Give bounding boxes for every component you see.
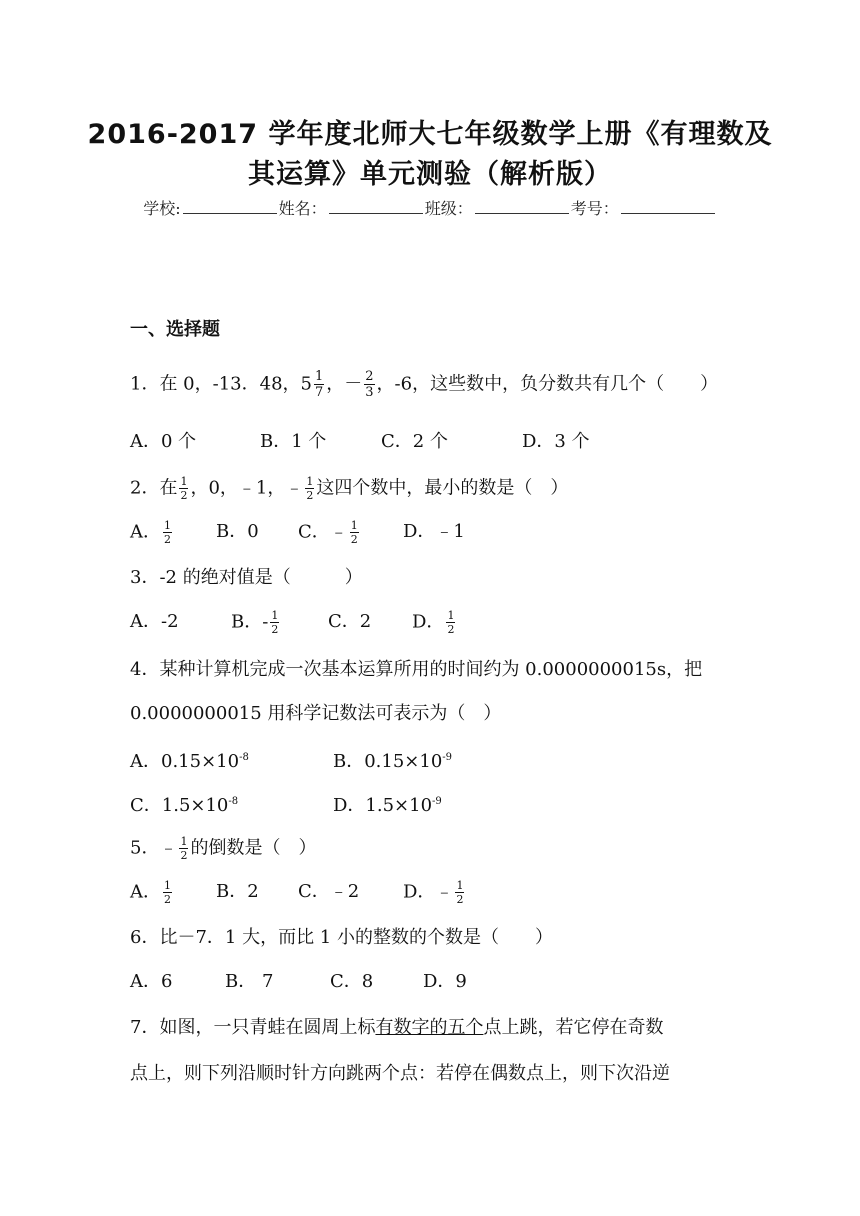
fraction-one-half: $\frac{1}{2}$: [447, 609, 455, 636]
name-label: 姓名：: [278, 199, 327, 218]
question-7-stem-line-2: 点上，则下列沿顺时针方向跳两个点：若停在偶数点上，则下次沿逆: [130, 1063, 670, 1084]
school-blank[interactable]: [183, 199, 277, 214]
q5-option-b[interactable]: B．2: [216, 881, 259, 902]
fraction-one-half: $\frac{1}{2}$: [164, 519, 171, 546]
q3-option-c[interactable]: C．2: [328, 611, 372, 632]
question-3-stem: 3．-2 的绝对值是（ ）: [130, 567, 363, 588]
q3-option-b[interactable]: B．- $\frac{1}{2}$: [231, 609, 279, 636]
question-6-stem: 6．比－7．1 大，而比 1 小的整数的个数是（ ）: [130, 927, 553, 948]
mixed-number-whole: 5: [300, 373, 312, 395]
page-title-line-1: 2016-2017 学年度北师大七年级数学上册《有理数及: [87, 119, 773, 150]
fraction-one-half: $\frac{1}{2}$: [271, 609, 279, 636]
question-4-stem-line-1: 4．某种计算机完成一次基本运算所用的时间约为 0.0000000015s，把: [130, 659, 703, 680]
fraction-one-half: $\frac{1}{2}$: [350, 519, 358, 546]
fraction-one-half: $\frac{1}{2}$: [306, 475, 314, 502]
page-title-line-2: 其运算》单元测验（解析版）: [248, 159, 612, 190]
q6-option-b[interactable]: B． 7: [225, 971, 274, 992]
q5-option-a[interactable]: A． $\frac{1}{2}$: [130, 879, 171, 906]
class-label: 班级：: [424, 199, 473, 218]
q2-option-d[interactable]: D．﹣1: [403, 521, 465, 542]
q3-option-a[interactable]: A．-2: [130, 611, 179, 632]
q5-option-d[interactable]: D．﹣ $\frac{1}{2}$: [403, 879, 464, 906]
name-blank[interactable]: [329, 199, 423, 214]
q4-option-a[interactable]: A．$0.15\times 10^{-8}$: [130, 751, 249, 772]
q1-option-b[interactable]: B．1 个: [260, 431, 327, 452]
exam-no-label: 考号：: [570, 199, 619, 218]
q4-option-d[interactable]: D．$1.5\times 10^{-9}$: [333, 795, 442, 816]
q2-option-b[interactable]: B．0: [216, 521, 259, 542]
fraction-one-half: $\frac{1}{2}$: [180, 475, 188, 502]
q6-option-d[interactable]: D．9: [423, 971, 467, 992]
q1-option-d[interactable]: D．3 个: [522, 431, 590, 452]
q5-option-c[interactable]: C．﹣2: [298, 881, 360, 902]
q1-option-a[interactable]: A．0 个: [130, 431, 197, 452]
q4-option-b[interactable]: B．$0.15\times 10^{-9}$: [333, 751, 453, 772]
q3-option-d[interactable]: D． $\frac{1}{2}$: [412, 609, 455, 636]
q1-option-c[interactable]: C．2 个: [381, 431, 448, 452]
fraction-one-half: $\frac{1}{2}$: [456, 879, 464, 906]
fraction-one-seventh: $\frac{1}{7}$: [314, 369, 324, 400]
fraction-two-thirds: $\frac{2}{3}$: [365, 369, 374, 400]
q2-option-c[interactable]: C．﹣ $\frac{1}{2}$: [298, 519, 358, 546]
fraction-one-half: $\frac{1}{2}$: [164, 879, 171, 906]
question-7-stem-line-1: 7．如图，一只青蛙在圆周上标有数字的五个点上跳，若它停在奇数: [130, 1017, 664, 1038]
school-label: 学校:: [143, 199, 181, 218]
section-title: 一、选择题: [130, 319, 220, 340]
q2-option-a[interactable]: A． $\frac{1}{2}$: [130, 519, 171, 546]
q6-option-c[interactable]: C．8: [330, 971, 374, 992]
exam-no-blank[interactable]: [621, 199, 715, 214]
q4-option-c[interactable]: C．$1.5\times 10^{-8}$: [130, 795, 239, 816]
q6-option-a[interactable]: A．6: [130, 971, 173, 992]
student-info-row: [0, 196, 860, 219]
class-blank[interactable]: [475, 199, 569, 214]
question-1-stem: 1．在 0，-13．48，5 $\frac{1}{7}$ ，－ $\frac{2}{3}$ ，-6，这些数中，负分数共有几个（ ）: [130, 369, 719, 400]
fraction-one-half: $\frac{1}{2}$: [180, 835, 188, 862]
question-4-stem-line-2: 0.0000000015 用科学记数法可表示为（ ）: [130, 703, 502, 724]
underlined-phrase: 有数字的五个: [375, 1017, 484, 1038]
question-5-stem: 5．﹣ $\frac{1}{2}$ 的倒数是（ ）: [130, 835, 317, 862]
question-2-stem: 2．在 $\frac{1}{2}$ ，0，﹣1，﹣ $\frac{1}{2}$ 这四个数中，最小的数是（ ）: [130, 475, 569, 502]
